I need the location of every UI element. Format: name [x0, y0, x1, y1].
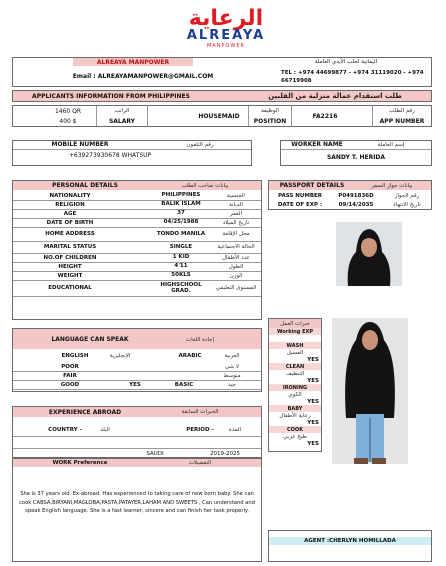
country-label: COUNTRY -: [48, 426, 82, 433]
personal-row-ar: الديانة: [229, 201, 243, 208]
personal-row-value: 04/25/1988: [163, 219, 199, 226]
personal-row-label: HEIGHT: [58, 263, 82, 270]
row-divider: [13, 296, 261, 297]
skill-value: YES: [307, 440, 319, 447]
personal-row-value: PHILIPPINES: [161, 192, 201, 199]
salary-label: SALARY: [108, 117, 136, 125]
mobile-ar: رقم التلفون: [186, 141, 214, 148]
skill-value: YES: [307, 356, 319, 363]
position-label: POSITION: [253, 117, 287, 125]
skill-label: CLEAN: [269, 363, 321, 370]
language-level-ar: جيد: [228, 381, 236, 388]
company-tel: TEL : +974 44699877 - +974 31119020 - +974 66719908: [281, 70, 424, 84]
pass-number-ar: رقم الجواز: [394, 193, 420, 199]
banner-title-ar: طلب استقدام عمالة منزلية من الفلبين: [268, 92, 402, 100]
personal-row-label: NATIONALITY: [49, 192, 91, 199]
skill-label: IRONING: [269, 384, 321, 391]
personal-title: PERSONAL DETAILS: [52, 182, 118, 189]
language-level-english: [110, 371, 160, 380]
salary-usd: 400 $: [59, 117, 77, 125]
language-level-arabic: [164, 362, 204, 371]
skill-value: YES: [307, 377, 319, 384]
personal-row-value: SINGLE: [169, 243, 193, 250]
skill-label: Working EXP: [269, 328, 321, 335]
personal-row-value: 50KLS: [171, 272, 191, 279]
exp-ar: تاريخ الانتهاء: [393, 202, 421, 208]
portrait-figure: [336, 222, 402, 286]
skill-label: COOK: [269, 426, 321, 433]
experience-period: 2019-2025: [210, 451, 240, 457]
logo-tagline: MANPOWER: [206, 43, 245, 49]
personal-row-label: DATE OF BIRTH: [46, 219, 94, 226]
language-level-english: YES: [129, 381, 141, 388]
exp-value: 09/14/2035: [338, 202, 374, 208]
row-divider: [13, 389, 261, 390]
skill-label: WASH: [269, 342, 321, 349]
company-name-ar: اليمانية لجلب الأيدي العاملة: [314, 59, 378, 65]
personal-row-value: 37: [177, 210, 185, 217]
logo-arabic: الرعاية: [188, 6, 264, 31]
applicant-portrait-photo: [336, 222, 402, 286]
skills-title-ar: خبرات العمل: [269, 319, 321, 328]
personal-row-value: TONDO MANILA: [156, 230, 206, 237]
applicant-fullbody-photo: [332, 318, 408, 464]
skill-ar: الكوي: [288, 391, 302, 398]
personal-row-label: AGE: [63, 210, 77, 217]
language-level-label: FAIR: [63, 372, 77, 379]
salary-qr: 1460 QR: [54, 107, 82, 115]
worker-label: WORKER NAME: [291, 141, 343, 148]
skill-ar: رعاية الأطفال: [279, 412, 311, 419]
personal-row-label: NO.OF CHILDREN: [43, 254, 97, 261]
period-label: PERIOD -: [186, 426, 214, 433]
skill-ar: طبخ عربي: [283, 433, 307, 440]
personal-row-ar: محل الإقامة: [222, 231, 250, 237]
language-title: LANGUAGE CAN SPEAK: [51, 336, 129, 343]
language-level-label: GOOD: [60, 381, 80, 388]
country-ar: البلد: [100, 426, 110, 433]
skill-value: YES: [307, 398, 319, 405]
position-ar: الوظيفة: [261, 108, 279, 114]
language-level-english: [110, 362, 160, 371]
english-label: ENGLISH: [61, 353, 89, 359]
personal-row-ar: الحالة الاجتماعية: [217, 244, 255, 250]
skill-value: [269, 335, 319, 342]
personal-row-ar: الجنسية: [227, 192, 245, 199]
language-level-label: POOR: [61, 363, 79, 370]
skill-label: BABY: [269, 405, 321, 412]
language-level-arabic: [164, 371, 204, 380]
language-level-ar: لا شي: [224, 363, 240, 370]
app-number-ar: رقم الطلب: [389, 108, 415, 114]
experience-country: SAUDI: [146, 451, 164, 457]
worker-value: SANDY T. HERIDA: [326, 153, 386, 161]
mobile-label: MOBILE NUMBER: [51, 141, 109, 148]
company-box: [12, 57, 432, 87]
agent-label: AGENT :CHERLYN HOMILLADA: [269, 537, 431, 545]
personal-row-value: HIGHSCHOOL GRAD.: [160, 281, 202, 294]
passport-title-ar: بيانات جواز السفر: [371, 182, 413, 189]
mobile-value[interactable]: +639273930678 WHATSUP: [68, 151, 152, 159]
experience-title: EXPERIENCE ABROAD: [48, 408, 122, 416]
period-ar: المدة: [228, 426, 242, 433]
company-email[interactable]: Email : ALREAYAMANPOWER@GMAIL.COM: [72, 73, 214, 80]
personal-row-value: 1 KID: [172, 254, 190, 261]
personal-row-label: HOME ADDRESS: [45, 231, 95, 237]
logo: [164, 6, 288, 50]
work-pref-text: She is 37 years old. Ex-abroad. Has experienced to taking care of new born baby. She can cook CABSA,BIRYANI,MAGLOBA,PASTA,PATAYER,LAHAM AND SWEETS , Can understand and speak English language. She is a fast learner, sincere and can finish her task properly.: [19, 491, 255, 514]
personal-row-ar: المستوى التعليمي: [215, 285, 257, 291]
passport-title: PASSPORT DETAILS: [279, 182, 345, 189]
language-title-ar: إجادة اللغات: [185, 336, 215, 343]
worker-ar: إسم العاملة: [377, 141, 405, 148]
personal-title-ar: بيانات صاحب الطلب: [181, 182, 229, 189]
personal-row-label: WEIGHT: [57, 272, 83, 279]
agent-section: [268, 530, 432, 562]
personal-row-label: RELIGION: [55, 201, 85, 208]
position-value: HOUSEMAID: [198, 112, 240, 120]
app-number-label: APP NUMBER: [379, 117, 425, 125]
pass-number-label: PASS NUMBER: [277, 193, 323, 199]
language-level-arabic: BASIC: [174, 381, 194, 388]
exp-label: DATE OF EXP :: [277, 202, 323, 208]
personal-row-value: BALIK ISLAM: [161, 201, 201, 208]
experience-title-ar: الخبرات السابقة: [181, 409, 219, 415]
personal-row-ar: العمر: [229, 210, 243, 217]
personal-row-ar: الطول: [228, 263, 244, 270]
fullbody-figure: [332, 318, 408, 464]
company-name: ALREAYA MANPOWER: [73, 58, 193, 66]
logo-latin: ALREAYA: [186, 28, 266, 43]
pass-number-value: P0491836D: [338, 193, 374, 199]
applicant-banner: [12, 90, 432, 102]
language-level-ar: متوسط: [223, 372, 241, 379]
work-pref-title: WORK Preference: [52, 460, 108, 466]
banner-title: APPLICANTS INFORMATION FROM PHILIPPINES: [32, 92, 190, 100]
arabic-ar: العربية: [224, 353, 240, 359]
work-pref-title-ar: التفضيلات: [188, 460, 212, 466]
personal-row-value: 4'11: [174, 263, 188, 270]
personal-row-ar: تاريخ الميلاد: [222, 219, 250, 226]
personal-row-label: EDUCATIONAL: [48, 285, 92, 291]
english-ar: الإنجليزية: [109, 353, 131, 359]
personal-row-ar: الوزن: [229, 272, 243, 279]
skill-ar: التنظيف: [285, 370, 305, 377]
arabic-label: ARABIC: [178, 353, 202, 359]
skill-value: YES: [307, 419, 319, 426]
personal-row-ar: عدد الأطفال: [222, 254, 250, 261]
skill-ar: الغسيل: [286, 349, 304, 356]
personal-row-label: MARITAL STATUS: [43, 244, 97, 250]
salary-ar: الراتب: [114, 108, 130, 114]
app-number-value: FA2216: [312, 112, 338, 120]
